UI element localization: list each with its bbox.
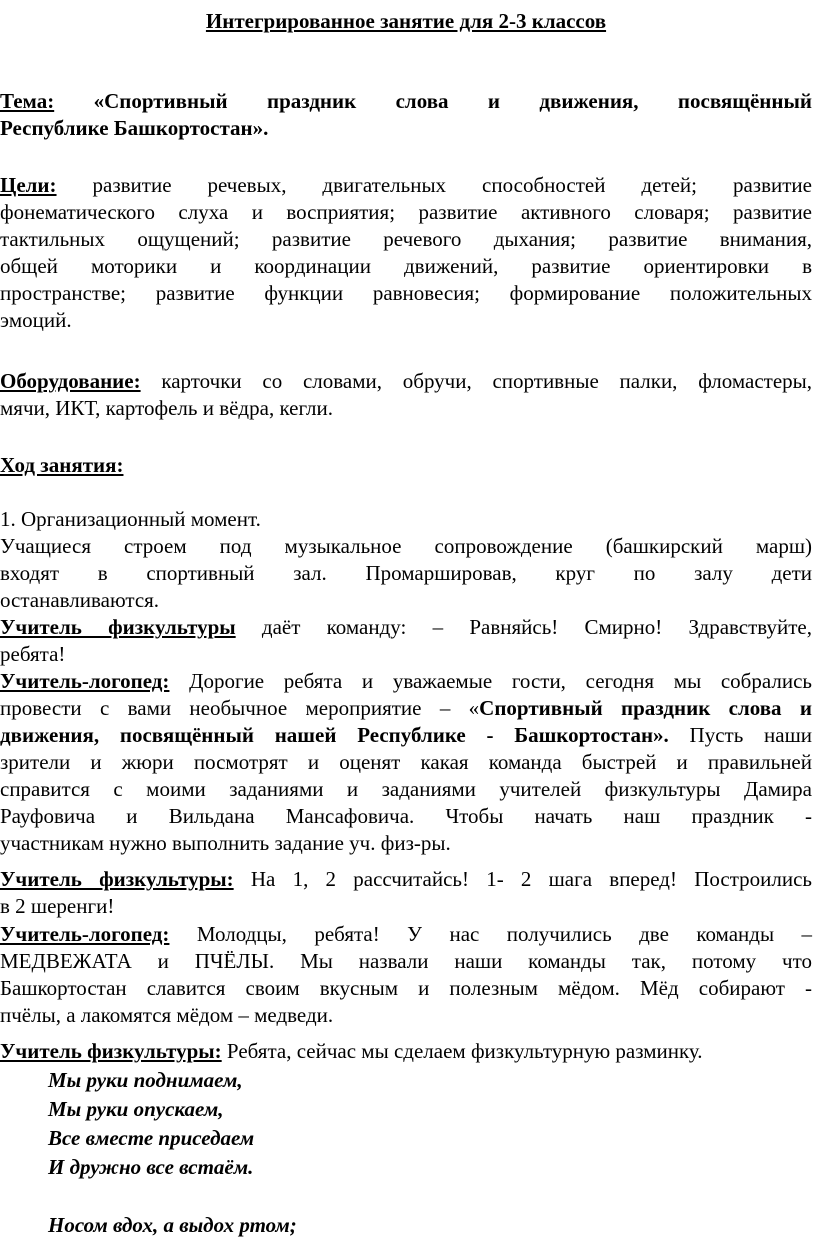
goals-row: тактильных ощущений; развитие речевого дыхания; развитие внимания, [0,227,812,251]
speech-therapist-line-1 [0,668,812,857]
goals-row: Цели: развитие речевых, двигательных способностей детей; развитие [0,173,812,197]
speech1-row: провести с вами необычное мероприятие – «Спортивный праздник слова и [0,696,812,720]
step-organizational: 1. Организационный момент. [0,507,261,531]
poem-line [48,1183,297,1212]
speech2-row: МЕДВЕЖАТА и ПЧЁЛЫ. Мы назвали наши команды так, потому что [0,949,812,973]
intro-row: останавливаются. [0,588,160,612]
intro-row: Учащиеся строем под музыкальное сопровождение (башкирский марш) [0,534,812,558]
goals-label: Цели: [0,173,57,197]
poem-line: И дружно все встаём. [48,1155,254,1179]
speech1-row: зрители и жюри посмотрят и оценят какая команда быстрей и правильней [0,750,812,774]
intro-row: входят в спортивный зал. Промаршировав, круг по залу дети [0,561,812,585]
equipment-row: мячи, ИКТ, картофель и вёдра, кегли. [0,396,333,420]
speech-therapist-line-2 [0,921,812,1029]
topic-line-2: Республике Башкортостан». [0,116,269,140]
pe1-row: Учитель физкультуры даёт команду: – Равняйсь! Смирно! Здравствуйте, [0,615,812,639]
poem-line: Все вместе приседаем [48,1126,255,1150]
pe3-row: Учитель физкультуры: Ребята, сейчас мы сделаем физкультурную разминку. [0,1039,703,1063]
speech1-row: Учитель-логопед: Дорогие ребята и уважаемые гости, сегодня мы собрались [0,669,812,693]
speech2-row: пчёлы, а лакомятся мёдом – медведи. [0,1003,334,1027]
pe-teacher-line-1 [0,614,812,668]
goals-row: эмоций. [0,308,72,332]
equipment-row: Оборудование: карточки со словами, обручи, спортивные палки, фломастеры, [0,369,812,393]
course-heading: Ход занятия: [0,453,124,477]
pe-teacher-line-2 [0,866,812,920]
poem-line: Мы руки поднимаем, [48,1068,243,1092]
pe2-row: в 2 шеренги! [0,894,115,918]
topic-label: Тема: [0,89,55,113]
speaker-pe-label: Учитель физкультуры [0,615,236,639]
goals-row: общей моторики и координации движений, развитие ориентировки в [0,254,812,278]
poem-line: Носом вдох, а выдох ртом; [48,1213,297,1237]
speech2-row: Башкортостан славится своим вкусным и полезным мёдом. Мёд собирают - [0,976,812,1000]
goals-row: фонематического слуха и восприятия; развитие активного словаря; развитие [0,200,812,224]
pe-teacher-line-3 [0,1038,812,1065]
equipment-block [0,368,812,422]
speech1-row: движения, посвящённый нашей Республике - Башкортостан». Пусть наши [0,723,812,747]
topic-line-1: Тема: «Спортивный праздник слова и движения, посвящённый [0,89,813,113]
pe1-row: ребята! [0,642,66,666]
warmup-poem [48,1067,297,1241]
speaker-pe-label: Учитель физкультуры: [0,867,234,891]
equipment-label: Оборудование: [0,369,141,393]
speaker-speech-label: Учитель-логопед: [0,922,170,946]
topic-block [0,88,812,142]
poem-line: Мы руки опускаем, [48,1097,224,1121]
speech2-row: Учитель-логопед: Молодцы, ребята! У нас получились две команды – [0,922,812,946]
intro-block [0,533,812,614]
goals-row: пространстве; развитие функции равновесия; формирование положительных [0,281,812,305]
document-title: Интегрированное занятие для 2-3 классов [205,9,607,33]
pe2-row: Учитель физкультуры: На 1, 2 рассчитайсь! 1- 2 шага вперед! Построились [0,867,812,891]
speech1-row: справится с моими заданиями и заданиями учителей физкультуры Дамира [0,777,812,801]
speech1-row: Рауфовича и Вильдана Мансафовича. Чтобы начать наш праздник - [0,804,812,828]
goals-block [0,172,812,334]
speaker-pe-label: Учитель физкультуры: [0,1039,222,1063]
speaker-speech-label: Учитель-логопед: [0,669,170,693]
speech1-row: участникам нужно выполнить задание уч. физ-ры. [0,831,451,855]
